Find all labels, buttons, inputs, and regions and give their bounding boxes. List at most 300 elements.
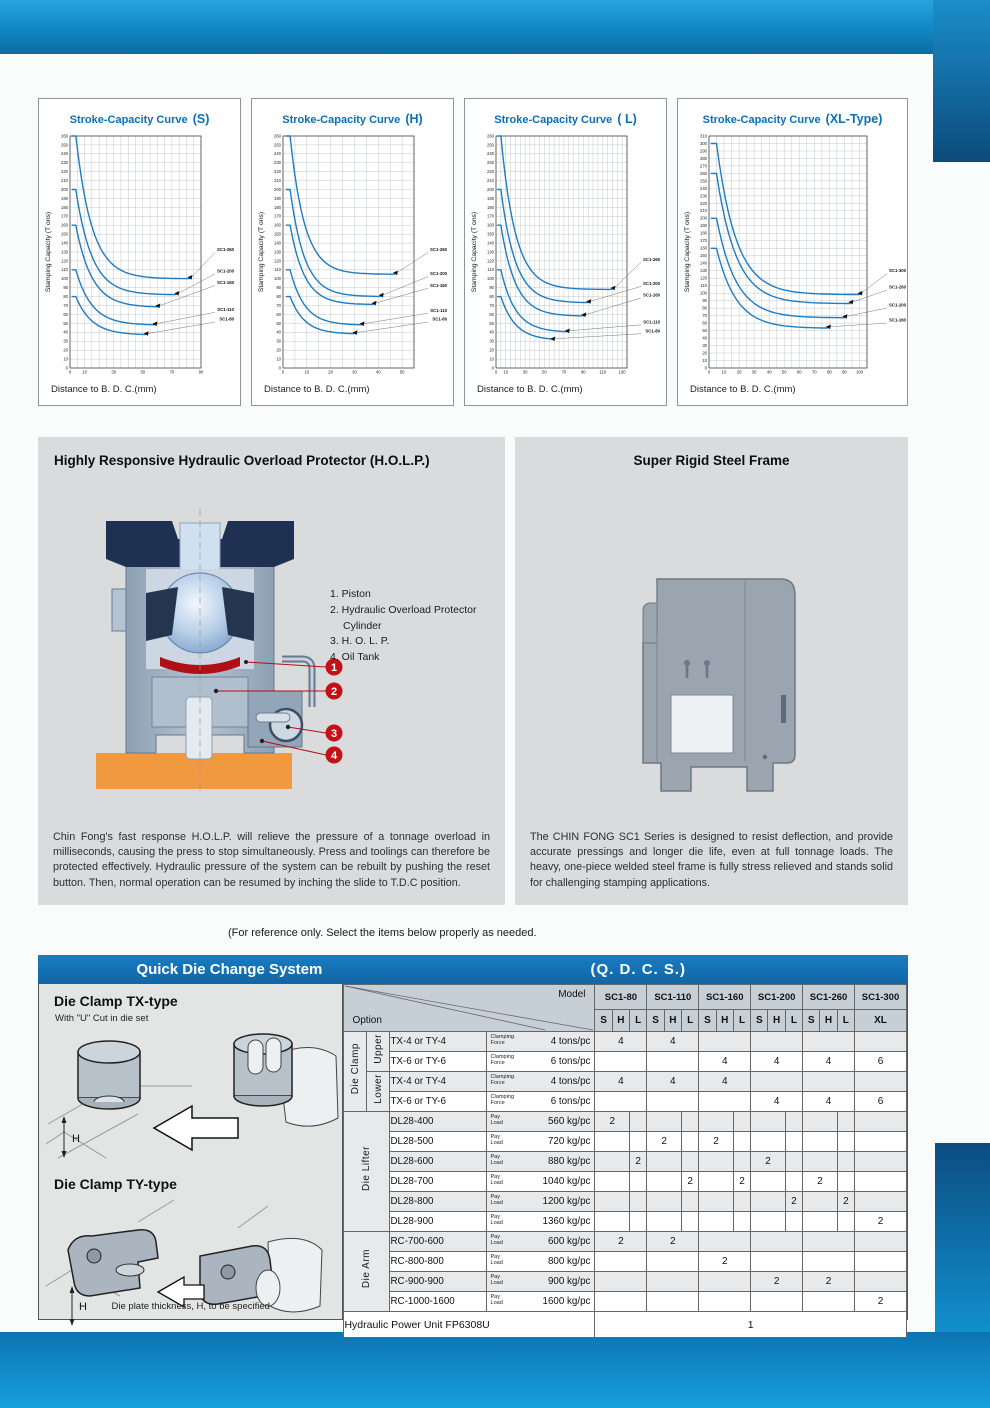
- svg-text:20: 20: [736, 369, 742, 375]
- qty-cell: [595, 1132, 630, 1152]
- svg-text:40: 40: [702, 335, 707, 341]
- svg-text:150: 150: [487, 231, 494, 237]
- svg-text:170: 170: [61, 213, 68, 219]
- qty-cell: 2: [785, 1192, 802, 1212]
- qty-cell: 4: [595, 1072, 647, 1092]
- svg-text:20: 20: [276, 347, 281, 353]
- svg-text:0: 0: [704, 365, 707, 371]
- qty-cell: 6: [855, 1092, 907, 1112]
- svg-text:10: 10: [82, 369, 87, 375]
- qty-cell: 2: [630, 1152, 647, 1172]
- svg-text:80: 80: [489, 294, 494, 299]
- svg-text:200: 200: [274, 186, 281, 192]
- svg-text:220: 220: [61, 169, 68, 175]
- svg-text:0: 0: [65, 365, 68, 371]
- svg-text:180: 180: [487, 204, 494, 210]
- svg-text:170: 170: [487, 213, 494, 219]
- svg-text:SC1-110: SC1-110: [430, 307, 447, 313]
- svg-text:240: 240: [61, 151, 68, 157]
- qty-cell: 2: [855, 1212, 907, 1232]
- qty-cell: [699, 1032, 751, 1052]
- insert-arrow: [154, 1106, 238, 1150]
- svg-text:200: 200: [700, 215, 707, 221]
- qdcs-subtitle: (Q. D. C. S.): [590, 960, 687, 978]
- svg-text:120: 120: [274, 258, 281, 264]
- qty-cell: [855, 1192, 907, 1212]
- table-row: [344, 1232, 907, 1252]
- svg-text:250: 250: [274, 142, 281, 148]
- svg-text:110: 110: [487, 267, 494, 273]
- svg-text:50: 50: [489, 320, 494, 326]
- top-right-corner-band: [933, 0, 990, 162]
- svg-text:310: 310: [700, 133, 707, 139]
- chart-title: Stroke-Capacity Curve (H): [282, 112, 423, 126]
- svg-text:SC1-80: SC1-80: [432, 316, 447, 322]
- qty-cell: 4: [751, 1052, 803, 1072]
- qty-cell: [733, 1192, 750, 1212]
- svg-text:70: 70: [169, 369, 175, 375]
- svg-text:30: 30: [276, 338, 281, 344]
- svg-text:260: 260: [61, 133, 68, 139]
- option-item: RC-800-800: [390, 1252, 487, 1272]
- svg-text:70: 70: [489, 302, 494, 308]
- svg-text:100: 100: [856, 369, 863, 375]
- frame-detail-dot: [763, 755, 767, 759]
- type-subheader: H: [716, 1010, 733, 1032]
- type-subheader: S: [699, 1010, 716, 1032]
- legend-item: 1. Piston: [330, 588, 371, 600]
- svg-text:90: 90: [276, 285, 281, 291]
- spec-cell: Pay Load 900 kg/pc: [487, 1272, 595, 1292]
- svg-text:260: 260: [487, 133, 494, 139]
- qty-cell: [595, 1092, 647, 1112]
- svg-text:260: 260: [700, 170, 707, 176]
- chart-panel-h: [251, 98, 454, 406]
- qty-cell: [630, 1112, 647, 1132]
- svg-text:200: 200: [61, 186, 68, 192]
- svg-text:110: 110: [61, 267, 68, 273]
- chart-title: Stroke-Capacity Curve ( L): [494, 112, 637, 126]
- svg-text:SC1-160: SC1-160: [889, 317, 906, 323]
- qdcs-table: [343, 984, 907, 1338]
- qty-cell: [785, 1212, 802, 1232]
- svg-text:10: 10: [702, 357, 707, 363]
- model-header: SC1-160: [699, 985, 751, 1010]
- svg-text:230: 230: [487, 160, 494, 166]
- qty-cell: 2: [699, 1132, 734, 1152]
- type-subheader: S: [751, 1010, 768, 1032]
- qty-cell: [595, 1272, 647, 1292]
- qty-cell: [699, 1152, 734, 1172]
- svg-text:SC1-160: SC1-160: [643, 292, 660, 298]
- svg-text:300: 300: [700, 140, 707, 146]
- chart-canvas-h: [256, 130, 453, 382]
- chart-title: Stroke-Capacity Curve (XL-Type): [702, 112, 883, 126]
- qty-cell: [699, 1272, 751, 1292]
- qty-cell: [855, 1072, 907, 1092]
- qty-cell: [647, 1252, 699, 1272]
- svg-text:140: 140: [61, 240, 68, 246]
- qty-cell: [647, 1092, 699, 1112]
- table-row: [344, 1292, 907, 1312]
- chart-panel-l: [464, 98, 667, 406]
- svg-text:110: 110: [700, 283, 707, 289]
- svg-text:120: 120: [700, 275, 707, 281]
- type-subheader: S: [595, 1010, 612, 1032]
- qty-cell: [681, 1192, 698, 1212]
- holp-section-title: Highly Responsive Hydraulic Overload Protector (H.O.L.P.): [54, 453, 430, 468]
- svg-text:220: 220: [700, 200, 707, 206]
- qty-cell: [803, 1252, 855, 1272]
- subcategory-cell: Lower: [367, 1072, 390, 1112]
- svg-text:90: 90: [63, 285, 68, 291]
- svg-text:130: 130: [700, 268, 707, 274]
- svg-text:90: 90: [489, 285, 494, 291]
- svg-text:30: 30: [63, 338, 68, 344]
- svg-text:10: 10: [503, 369, 509, 375]
- qty-cell: 4: [803, 1052, 855, 1072]
- table-row: [344, 1072, 907, 1092]
- svg-text:80: 80: [63, 294, 68, 299]
- spec-cell: Pay Load 600 kg/pc: [487, 1232, 595, 1252]
- svg-text:SC1-80: SC1-80: [645, 328, 660, 334]
- type-subheader: L: [681, 1010, 698, 1032]
- svg-text:1: 1: [330, 661, 338, 674]
- qty-cell: [595, 1172, 630, 1192]
- qty-cell: [803, 1192, 838, 1212]
- svg-text:140: 140: [700, 260, 707, 266]
- qty-cell: [751, 1112, 786, 1132]
- spec-cell: Pay Load 1600 kg/pc: [487, 1292, 595, 1312]
- svg-text:40: 40: [766, 369, 772, 375]
- table-row: [344, 1032, 907, 1052]
- svg-text:160: 160: [487, 222, 494, 228]
- svg-text:60: 60: [489, 311, 494, 317]
- type-subheader: L: [837, 1010, 854, 1032]
- holp-legend: [330, 587, 500, 666]
- svg-text:60: 60: [63, 311, 68, 317]
- svg-text:90: 90: [198, 369, 204, 375]
- spec-cell: Pay Load 880 kg/pc: [487, 1152, 595, 1172]
- svg-text:70: 70: [561, 369, 567, 375]
- svg-text:240: 240: [487, 151, 494, 157]
- qty-cell: [733, 1132, 750, 1152]
- legend-item: 3. H. O. L. P.: [330, 635, 390, 648]
- model-header: SC1-80: [595, 985, 647, 1010]
- qty-cell: 4: [699, 1072, 751, 1092]
- qty-cell: 2: [595, 1232, 647, 1252]
- press-frame-illustration: [595, 547, 835, 817]
- svg-text:SC1-260: SC1-260: [430, 247, 447, 253]
- reference-note: (For reference only. Select the items below properly as needed.: [228, 927, 537, 939]
- svg-text:30: 30: [751, 369, 757, 375]
- chart-title: Stroke-Capacity Curve (S): [69, 112, 210, 126]
- qty-cell: [751, 1212, 786, 1232]
- table-row: [344, 1112, 907, 1132]
- svg-text:170: 170: [274, 213, 281, 219]
- tx-clamp-illustration: [42, 1026, 342, 1178]
- qty-cell: [751, 1132, 786, 1152]
- type-subheader: H: [820, 1010, 837, 1032]
- chart-x-axis-label: Distance to B. D. C.(mm): [477, 384, 583, 395]
- svg-text:SC1-110: SC1-110: [643, 319, 660, 325]
- tx-type-subtitle: With "U" Cut in die set: [55, 1013, 149, 1024]
- qty-cell: [803, 1072, 855, 1092]
- qty-cell: [647, 1192, 682, 1212]
- svg-text:70: 70: [702, 313, 707, 318]
- spec-cell: Clamping Force 6 tons/pc: [487, 1092, 595, 1112]
- qty-cell: [855, 1232, 907, 1252]
- svg-text:0: 0: [494, 369, 498, 375]
- svg-text:210: 210: [487, 178, 494, 183]
- qty-cell: [595, 1212, 630, 1232]
- svg-text:230: 230: [700, 193, 707, 199]
- power-unit-qty: 1: [595, 1312, 907, 1338]
- bottom-right-corner-band: [935, 1143, 990, 1332]
- svg-text:50: 50: [702, 328, 707, 333]
- svg-text:80: 80: [702, 305, 707, 311]
- svg-text:40: 40: [375, 369, 381, 375]
- qty-cell: [803, 1112, 838, 1132]
- qty-cell: [733, 1152, 750, 1172]
- qty-cell: [803, 1212, 838, 1232]
- qty-cell: [785, 1132, 802, 1152]
- qty-cell: [647, 1052, 699, 1072]
- slide-slot: [186, 697, 212, 759]
- svg-text:90: 90: [702, 298, 707, 303]
- svg-text:110: 110: [274, 267, 281, 273]
- svg-text:10: 10: [721, 369, 727, 375]
- svg-text:3: 3: [330, 727, 338, 740]
- qty-cell: [751, 1032, 803, 1052]
- svg-text:110: 110: [599, 369, 607, 375]
- svg-text:90: 90: [842, 369, 847, 375]
- qty-cell: 2: [595, 1112, 630, 1132]
- qty-cell: [699, 1092, 751, 1112]
- table-row: [344, 1272, 907, 1292]
- svg-text:70: 70: [63, 302, 68, 308]
- qty-cell: [681, 1132, 698, 1152]
- svg-text:0: 0: [278, 365, 281, 371]
- qty-cell: [630, 1192, 647, 1212]
- svg-text:60: 60: [702, 320, 707, 326]
- qty-cell: 2: [855, 1292, 907, 1312]
- svg-text:30: 30: [702, 342, 707, 348]
- qty-cell: [803, 1292, 855, 1312]
- qty-cell: [751, 1192, 786, 1212]
- chart-canvas-l: [469, 130, 666, 382]
- qty-cell: [751, 1232, 803, 1252]
- power-unit-row: [344, 1312, 907, 1338]
- qty-cell: [837, 1152, 854, 1172]
- model-header: SC1-200: [751, 985, 803, 1010]
- qty-cell: 2: [751, 1272, 803, 1292]
- svg-text:4: 4: [330, 749, 338, 762]
- ty-clamp-illustration: [42, 1198, 342, 1348]
- svg-text:70: 70: [811, 369, 817, 375]
- svg-text:220: 220: [274, 169, 281, 175]
- svg-text:90: 90: [580, 369, 586, 375]
- tx-type-title: Die Clamp TX-type: [54, 993, 178, 1009]
- qty-cell: [855, 1172, 907, 1192]
- qty-cell: [855, 1132, 907, 1152]
- qty-cell: 2: [837, 1192, 854, 1212]
- svg-text:250: 250: [61, 142, 68, 148]
- svg-text:10: 10: [304, 369, 310, 375]
- qty-cell: [595, 1152, 630, 1172]
- svg-text:40: 40: [489, 329, 494, 335]
- svg-text:10: 10: [276, 356, 281, 362]
- svg-text:180: 180: [700, 230, 707, 236]
- holp-section: [38, 437, 505, 905]
- spec-cell: Pay Load 1360 kg/pc: [487, 1212, 595, 1232]
- svg-text:130: 130: [61, 249, 68, 255]
- svg-text:Stamping Capacity (T ons): Stamping Capacity (T ons): [471, 211, 478, 293]
- svg-text:180: 180: [274, 204, 281, 210]
- option-item: DL28-800: [390, 1192, 487, 1212]
- qdcs-body: [38, 983, 908, 1331]
- svg-text:270: 270: [700, 163, 707, 169]
- chart-canvas-s: [43, 130, 240, 382]
- spec-cell: Pay Load 800 kg/pc: [487, 1252, 595, 1272]
- chart-panel-xl: [677, 98, 908, 406]
- svg-text:0: 0: [707, 369, 711, 375]
- svg-text:SC1-200: SC1-200: [889, 302, 906, 308]
- table-row: [344, 1092, 907, 1112]
- svg-text:Stamping Capacity (T ons): Stamping Capacity (T ons): [684, 211, 691, 293]
- svg-text:260: 260: [274, 133, 281, 139]
- qty-cell: 2: [647, 1132, 682, 1152]
- svg-text:190: 190: [61, 195, 68, 201]
- spec-cell: Clamping Force 4 tons/pc: [487, 1032, 595, 1052]
- qty-cell: [803, 1152, 838, 1172]
- qty-cell: [855, 1112, 907, 1132]
- qty-cell: 2: [751, 1152, 786, 1172]
- svg-text:50: 50: [399, 369, 405, 375]
- qty-cell: [837, 1112, 854, 1132]
- category-cell: Die Clamp: [344, 1032, 367, 1112]
- svg-text:SC1-260: SC1-260: [217, 247, 234, 253]
- svg-text:240: 240: [274, 151, 281, 157]
- chart-panel-s: [38, 98, 241, 406]
- svg-text:160: 160: [700, 245, 707, 251]
- qty-cell: [699, 1112, 734, 1132]
- svg-text:280: 280: [700, 155, 707, 161]
- qty-cell: 2: [803, 1272, 855, 1292]
- spec-cell: Pay Load 1040 kg/pc: [487, 1172, 595, 1192]
- frame-front-step: [643, 603, 657, 643]
- svg-text:290: 290: [700, 148, 707, 154]
- spec-cell: Pay Load 1200 kg/pc: [487, 1192, 595, 1212]
- qty-cell: 4: [803, 1092, 855, 1112]
- type-subheader: S: [647, 1010, 664, 1032]
- qty-cell: [595, 1192, 630, 1212]
- option-item: DL28-900: [390, 1212, 487, 1232]
- option-item: DL28-600: [390, 1152, 487, 1172]
- svg-text:180: 180: [61, 204, 68, 210]
- svg-text:30: 30: [489, 338, 494, 344]
- svg-text:SC1-200: SC1-200: [643, 281, 660, 286]
- svg-text:100: 100: [487, 276, 494, 282]
- svg-text:230: 230: [61, 160, 68, 166]
- qty-cell: 4: [699, 1052, 751, 1072]
- holp-press-illustration: [50, 501, 370, 801]
- svg-text:210: 210: [61, 178, 68, 183]
- option-item: RC-1000-1600: [390, 1292, 487, 1312]
- spec-cell: Clamping Force 6 tons/pc: [487, 1052, 595, 1072]
- ty-caption: Die plate thickness, H, to be specified: [111, 1301, 270, 1312]
- svg-text:20: 20: [328, 369, 333, 375]
- svg-text:SC1-260: SC1-260: [643, 256, 660, 262]
- qty-cell: [699, 1192, 734, 1212]
- svg-text:200: 200: [487, 186, 494, 192]
- frame-paragraph: The CHIN FONG SC1 Series is designed to resist deflection, and provide accurate pressings and longer die life, even at full tonnage loads. The heavy, one-piece welded steel frame is fully stress relieved and stands solid for challenging stamping applications.: [530, 830, 893, 889]
- svg-text:10: 10: [489, 356, 494, 362]
- svg-text:150: 150: [274, 231, 281, 237]
- qty-cell: [681, 1152, 698, 1172]
- svg-text:SC1-200: SC1-200: [217, 268, 234, 274]
- svg-text:60: 60: [796, 369, 802, 375]
- svg-text:150: 150: [61, 231, 68, 237]
- type-subheader: H: [768, 1010, 785, 1032]
- table-row: [344, 1052, 907, 1072]
- spec-cell: Pay Load 720 kg/pc: [487, 1132, 595, 1152]
- qty-cell: [681, 1212, 698, 1232]
- ty-type-title: Die Clamp TY-type: [54, 1176, 177, 1192]
- qty-cell: 2: [733, 1172, 750, 1192]
- table-row: [344, 1212, 907, 1232]
- category-cell: Die Lifter: [344, 1112, 390, 1232]
- svg-text:50: 50: [276, 320, 281, 326]
- qty-cell: [785, 1172, 802, 1192]
- table-row: [344, 1152, 907, 1172]
- svg-text:160: 160: [61, 222, 68, 228]
- svg-text:250: 250: [487, 142, 494, 148]
- svg-text:100: 100: [274, 276, 281, 282]
- qty-cell: [837, 1172, 854, 1192]
- qty-cell: [647, 1152, 682, 1172]
- qty-cell: [595, 1052, 647, 1072]
- frame-section-title: Super Rigid Steel Frame: [633, 453, 790, 468]
- svg-text:20: 20: [702, 350, 707, 356]
- chart-x-axis-label: Distance to B. D. C.(mm): [51, 384, 157, 395]
- svg-text:SC1-110: SC1-110: [217, 306, 234, 312]
- qty-cell: [751, 1252, 803, 1272]
- svg-text:SC1-160: SC1-160: [430, 282, 447, 288]
- table-row: [344, 1172, 907, 1192]
- svg-text:Stamping Capacity (T ons): Stamping Capacity (T ons): [258, 211, 265, 293]
- qty-cell: [855, 1272, 907, 1292]
- spec-cell: Clamping Force 4 tons/pc: [487, 1072, 595, 1092]
- qty-cell: [699, 1232, 751, 1252]
- svg-text:220: 220: [487, 169, 494, 175]
- option-item: TX-4 or TY-4: [390, 1072, 487, 1092]
- table-row: [344, 1132, 907, 1152]
- svg-text:160: 160: [274, 222, 281, 228]
- svg-text:50: 50: [140, 369, 146, 375]
- svg-text:50: 50: [542, 369, 547, 375]
- frame-handle: [781, 695, 786, 723]
- type-subheader: S: [803, 1010, 820, 1032]
- qty-cell: 2: [699, 1252, 751, 1272]
- svg-text:50: 50: [781, 369, 787, 375]
- qty-cell: [699, 1212, 734, 1232]
- svg-text:0: 0: [281, 369, 285, 375]
- qty-cell: [595, 1292, 647, 1312]
- svg-text:H: H: [72, 1133, 80, 1145]
- qty-cell: [647, 1292, 699, 1312]
- svg-text:80: 80: [827, 369, 832, 375]
